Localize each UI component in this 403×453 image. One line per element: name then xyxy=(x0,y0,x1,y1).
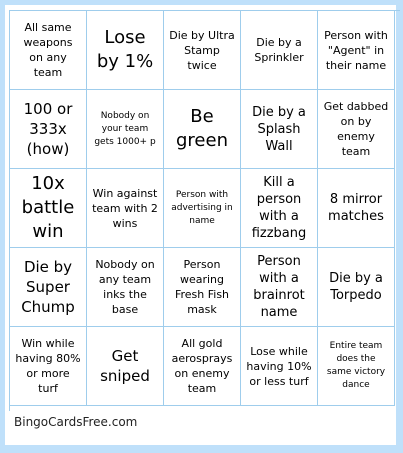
bingo-cell-r3c3 xyxy=(164,169,241,248)
bingo-cell-r1c2 xyxy=(87,11,164,90)
cell-text: 8 mirror matches xyxy=(328,192,384,224)
cell-text: Person with advertising in name xyxy=(171,189,233,226)
cell-text: Person with a brainrot name xyxy=(253,254,305,320)
bingo-cell-r3c1 xyxy=(10,169,87,248)
bingo-cell-r1c1 xyxy=(10,11,87,90)
bingo-grid xyxy=(9,10,400,411)
cell-text: Win while having 80% or more turf xyxy=(15,337,81,395)
bingo-cell-r1c4 xyxy=(241,11,318,90)
bingo-cell-r3c4 xyxy=(241,169,318,248)
bingo-cell-r1c5 xyxy=(318,11,395,90)
cell-text: Person with "Agent" in their name xyxy=(324,28,388,72)
bingo-cell-r2c4 xyxy=(241,90,318,169)
cell-text: All same weapons on any team xyxy=(23,21,73,79)
bingo-card xyxy=(5,5,396,445)
bingo-cell-r5c5 xyxy=(318,327,395,406)
cell-text: Get dabbed on by enemy team xyxy=(323,100,389,158)
cell-text: 100 or 333x (how) xyxy=(23,100,73,158)
bingo-cell-r5c4 xyxy=(241,327,318,406)
cell-text: Kill a person with a fizzbang xyxy=(251,175,307,241)
cell-text: Entire team does the same victory dance xyxy=(326,341,386,390)
cell-text: 10x battle win xyxy=(21,173,75,242)
cell-text: Die by Super Chump xyxy=(21,258,75,316)
cell-text: Lose by 1% xyxy=(96,27,154,72)
cell-text: All gold aerosprays on enemy team xyxy=(171,337,233,395)
site-footer: BingoCardsFree.com xyxy=(14,415,138,429)
cell-text: Die by a Torpedo xyxy=(329,271,383,303)
bingo-cell-r2c3 xyxy=(164,90,241,169)
cell-text: Nobody on any team inks the base xyxy=(95,258,155,316)
cell-text: Win against team with 2 wins xyxy=(92,186,158,230)
bingo-cell-r2c5 xyxy=(318,90,395,169)
cell-text: Person wearing Fresh Fish mask xyxy=(174,258,230,316)
cell-text: Nobody on your team gets 1000+ p xyxy=(94,110,156,147)
bingo-cell-r2c2 xyxy=(87,90,164,169)
bingo-cell-r5c3 xyxy=(164,327,241,406)
cell-text: Die by Ultra Stamp twice xyxy=(169,28,235,72)
bingo-cell-r4c4 xyxy=(241,248,318,327)
bingo-cell-r1c3 xyxy=(164,11,241,90)
cell-text: Get sniped xyxy=(100,347,150,385)
cell-text: Lose while having 10% or less turf xyxy=(246,344,312,388)
bingo-cell-r5c2 xyxy=(87,327,164,406)
bingo-cell-r4c5 xyxy=(318,248,395,327)
cell-text: Die by a Splash Wall xyxy=(252,104,306,154)
bingo-cell-r3c2 xyxy=(87,169,164,248)
bingo-cell-r3c5 xyxy=(318,169,395,248)
bingo-cell-r5c1 xyxy=(10,327,87,406)
cell-text: Be green xyxy=(176,106,228,151)
bingo-cell-r2c1 xyxy=(10,90,87,169)
bingo-cell-r4c3 xyxy=(164,248,241,327)
bingo-cell-r4c2 xyxy=(87,248,164,327)
cell-text: Die by a Sprinkler xyxy=(254,36,304,64)
bingo-cell-r4c1 xyxy=(10,248,87,327)
